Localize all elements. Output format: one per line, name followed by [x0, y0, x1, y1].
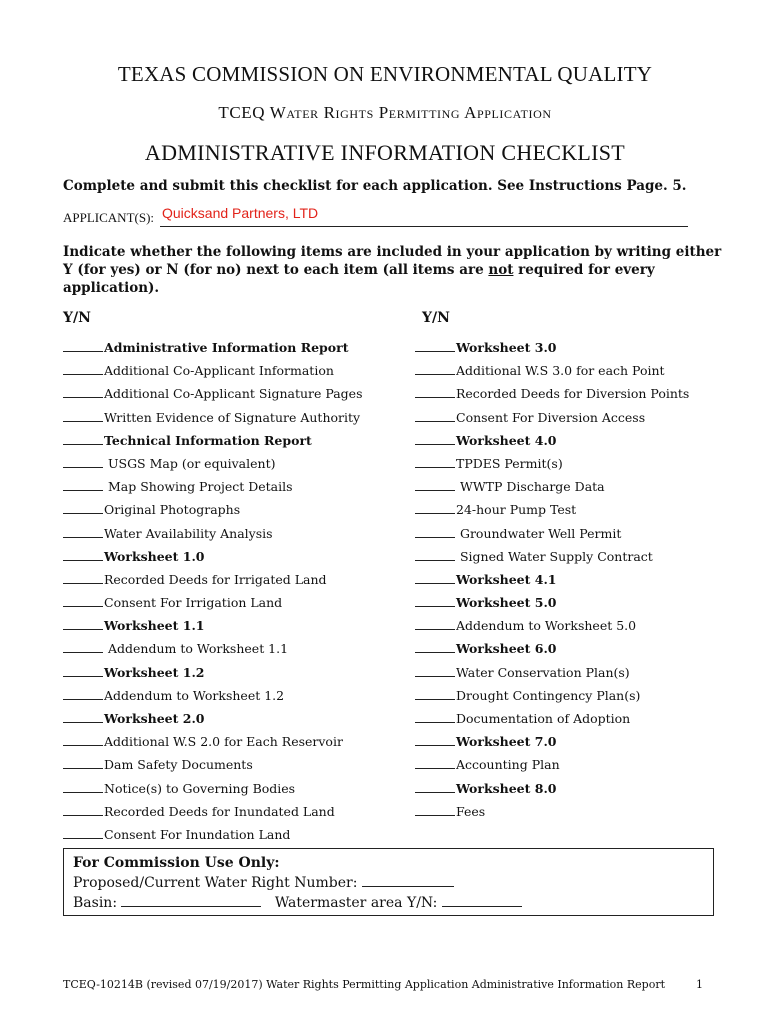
yn-blank-field[interactable]: [415, 595, 455, 607]
yn-blank-field[interactable]: [415, 456, 455, 468]
checklist-item-label: Accounting Plan: [456, 757, 560, 773]
checklist-item-label: Worksheet 8.0: [456, 780, 557, 796]
yn-blank-field[interactable]: [63, 641, 103, 653]
water-right-number-field[interactable]: [362, 873, 454, 887]
checklist-item: [415, 456, 689, 479]
checklist-item-label: Water Conservation Plan(s): [456, 664, 630, 680]
checklist-item: [415, 595, 689, 618]
yn-blank-field[interactable]: [63, 410, 103, 422]
checklist-item: [63, 757, 363, 780]
yn-blank-field[interactable]: [415, 665, 455, 677]
yn-blank-field[interactable]: [415, 526, 455, 538]
yn-blank-field[interactable]: [415, 618, 455, 630]
checklist-item: [63, 711, 363, 734]
checklist-item: [415, 665, 689, 688]
watermaster-field[interactable]: [442, 893, 522, 907]
yn-blank-field[interactable]: [63, 757, 103, 769]
checklist-item: [63, 479, 363, 502]
checklist-item-label: Worksheet 1.2: [104, 664, 205, 680]
checklist-item-label: Addendum to Worksheet 5.0: [456, 618, 637, 634]
yn-blank-field[interactable]: [415, 549, 455, 561]
yn-blank-field[interactable]: [415, 711, 455, 723]
checklist-item: [415, 734, 689, 757]
checklist-item: [63, 781, 363, 804]
checklist-item: [63, 827, 363, 850]
instructions-text: Complete and submit this checklist for each application. See Instructions Page. 5.: [63, 178, 687, 194]
yn-blank-field[interactable]: [63, 665, 103, 677]
yn-blank-field[interactable]: [415, 734, 455, 746]
checklist-item-label: Technical Information Report: [104, 432, 312, 448]
checklist-item: [63, 363, 363, 386]
water-right-number-label: Proposed/Current Water Right Number:: [73, 875, 358, 891]
yn-blank-field[interactable]: [63, 363, 103, 375]
basin-field[interactable]: [121, 893, 261, 907]
checklist-item: [415, 340, 689, 363]
yn-blank-field[interactable]: [63, 781, 103, 793]
checklist-item: [415, 363, 689, 386]
yn-blank-field[interactable]: [63, 340, 103, 352]
yn-blank-field[interactable]: [415, 572, 455, 584]
checklist-item: [63, 665, 363, 688]
checklist-item-label: Additional Co-Applicant Signature Pages: [104, 386, 363, 402]
basin-label: Basin:: [73, 895, 118, 911]
checklist-item-label: Consent For Inundation Land: [104, 826, 291, 842]
yn-header-left: Y/N: [63, 310, 91, 326]
checklist-item: [63, 502, 363, 525]
form-footer: TCEQ-10214B (revised 07/19/2017) Water Rights Permitting Application Administrative Information Report: [63, 978, 666, 991]
checklist-item: [63, 340, 363, 363]
yn-blank-field[interactable]: [415, 641, 455, 653]
checklist-item: [63, 433, 363, 456]
checklist-item: [63, 386, 363, 409]
checklist-item-label: Additional W.S 2.0 for Each Reservoir: [104, 734, 343, 750]
yn-blank-field[interactable]: [415, 433, 455, 445]
checklist-item: [63, 456, 363, 479]
water-right-number-row: [73, 873, 704, 893]
yn-blank-field[interactable]: [63, 456, 103, 468]
checklist-item-label: Worksheet 2.0: [104, 711, 205, 726]
indicate-instructions: Indicate whether the following items are included in your application by writing either Y (for yes) or N (for no) next to each item (all items are not required for every application).: [63, 244, 722, 296]
checklist-item: [415, 618, 689, 641]
basin-row: [73, 893, 704, 913]
checklist-item: [415, 711, 689, 734]
page-number: 1: [696, 978, 703, 991]
checklist-item: [415, 386, 689, 409]
checklist-item: [415, 781, 689, 804]
yn-blank-field[interactable]: [63, 595, 103, 607]
checklist-item-label: Documentation of Adoption: [456, 711, 631, 726]
yn-blank-field[interactable]: [415, 781, 455, 793]
checklist-item: [63, 572, 363, 595]
checklist-item: [415, 757, 689, 780]
checklist-item: [415, 549, 689, 572]
checklist-item-label: Worksheet 1.1: [104, 618, 205, 634]
checklist-item-label: WWTP Discharge Data: [456, 479, 605, 495]
checklist-item-label: Written Evidence of Signature Authority: [104, 409, 361, 425]
yn-blank-field[interactable]: [415, 479, 455, 491]
applicant-field[interactable]: Quicksand Partners, LTD: [162, 205, 319, 221]
yn-blank-field[interactable]: [63, 502, 103, 514]
checklist-item-label: TPDES Permit(s): [456, 455, 563, 471]
checklist-item-label: Recorded Deeds for Irrigated Land: [104, 571, 327, 587]
checklist-item-label: Worksheet 5.0: [456, 595, 557, 611]
commission-use-box: [63, 848, 714, 916]
yn-blank-field[interactable]: [63, 688, 103, 700]
checklist-item-label: Worksheet 4.1: [456, 571, 557, 587]
checklist-item: [63, 734, 363, 757]
checklist-item: [415, 479, 689, 502]
commission-heading: For Commission Use Only:: [73, 855, 280, 871]
checklist-item-label: Consent For Irrigation Land: [104, 595, 283, 611]
checklist-item: [63, 595, 363, 618]
checklist-item-label: Fees: [456, 803, 486, 819]
checklist-item: [63, 549, 363, 572]
checklist-item: [415, 572, 689, 595]
checklist-item-label: Dam Safety Documents: [104, 757, 253, 773]
yn-blank-field[interactable]: [63, 386, 103, 398]
checklist-item-label: USGS Map (or equivalent): [104, 455, 276, 471]
applicant-label: APPLICANT(S):: [63, 210, 155, 225]
checklist-item: [415, 410, 689, 433]
checklist-item-label: Additional W.S 3.0 for each Point: [456, 363, 665, 379]
yn-blank-field[interactable]: [63, 711, 103, 723]
checklist-item-label: Addendum to Worksheet 1.2: [104, 687, 285, 703]
yn-blank-field[interactable]: [415, 502, 455, 514]
checklist-item: [415, 688, 689, 711]
checklist-item-label: 24-hour Pump Test: [456, 502, 577, 518]
checklist-item: [415, 641, 689, 664]
yn-blank-field[interactable]: [63, 827, 103, 839]
checklist-item-label: Additional Co-Applicant Information: [104, 363, 334, 379]
checklist-item-label: Administrative Information Report: [104, 340, 349, 355]
yn-header-right: Y/N: [422, 310, 450, 326]
agency-heading: TEXAS COMMISSION ON ENVIRONMENTAL QUALITY: [117, 62, 653, 86]
checklist-item-label: Recorded Deeds for Inundated Land: [104, 803, 335, 819]
yn-blank-field[interactable]: [63, 479, 103, 491]
checklist-item: [63, 688, 363, 711]
applicant-underline: [160, 226, 688, 227]
document-title: ADMINISTRATIVE INFORMATION CHECKLIST: [144, 140, 626, 165]
yn-blank-field[interactable]: [63, 549, 103, 561]
checklist-item-label: Signed Water Supply Contract: [456, 548, 653, 564]
checklist-item: [63, 641, 363, 664]
checklist-item: [63, 804, 363, 827]
checklist-item: [63, 410, 363, 433]
yn-blank-field[interactable]: [415, 688, 455, 700]
checklist-left-column: [63, 340, 363, 850]
yn-blank-field[interactable]: [63, 734, 103, 746]
checklist-item: [415, 433, 689, 456]
yn-blank-field[interactable]: [415, 363, 455, 375]
yn-blank-field[interactable]: [415, 804, 455, 816]
checklist-item-label: Notice(s) to Governing Bodies: [104, 780, 296, 796]
yn-blank-field[interactable]: [63, 618, 103, 630]
checklist-item: [63, 526, 363, 549]
yn-blank-field[interactable]: [63, 804, 103, 816]
checklist-item-label: Worksheet 6.0: [456, 641, 557, 657]
checklist-item-label: Map Showing Project Details: [104, 479, 293, 495]
checklist-item-label: Consent For Diversion Access: [456, 409, 646, 425]
checklist-item: [415, 502, 689, 525]
application-subtitle: TCEQ Water Rights Permitting Application: [218, 103, 552, 122]
checklist-item-label: Original Photographs: [104, 502, 241, 518]
yn-blank-field[interactable]: [415, 410, 455, 422]
checklist-item-label: Worksheet 7.0: [456, 734, 557, 750]
yn-blank-field[interactable]: [63, 572, 103, 584]
checklist-item: [415, 526, 689, 549]
checklist-item-label: Drought Contingency Plan(s): [456, 687, 641, 703]
yn-blank-field[interactable]: [415, 340, 455, 352]
yn-blank-field[interactable]: [415, 386, 455, 398]
checklist-item: [415, 804, 689, 827]
yn-blank-field[interactable]: [415, 757, 455, 769]
checklist-item-label: Worksheet 1.0: [104, 548, 205, 564]
checklist-item-label: Water Availability Analysis: [104, 525, 273, 541]
watermaster-label: Watermaster area Y/N:: [274, 895, 438, 911]
checklist-item-label: Recorded Deeds for Diversion Points: [456, 386, 690, 402]
checklist-right-column: [415, 340, 689, 827]
checklist-item-label: Worksheet 4.0: [456, 432, 557, 448]
checklist-item: [63, 618, 363, 641]
checklist-item-label: Worksheet 3.0: [456, 340, 557, 355]
not-emphasis: not: [488, 262, 514, 278]
yn-blank-field[interactable]: [63, 526, 103, 538]
checklist-item-label: Addendum to Worksheet 1.1: [104, 641, 289, 657]
checklist-item-label: Groundwater Well Permit: [456, 525, 622, 541]
yn-blank-field[interactable]: [63, 433, 103, 445]
